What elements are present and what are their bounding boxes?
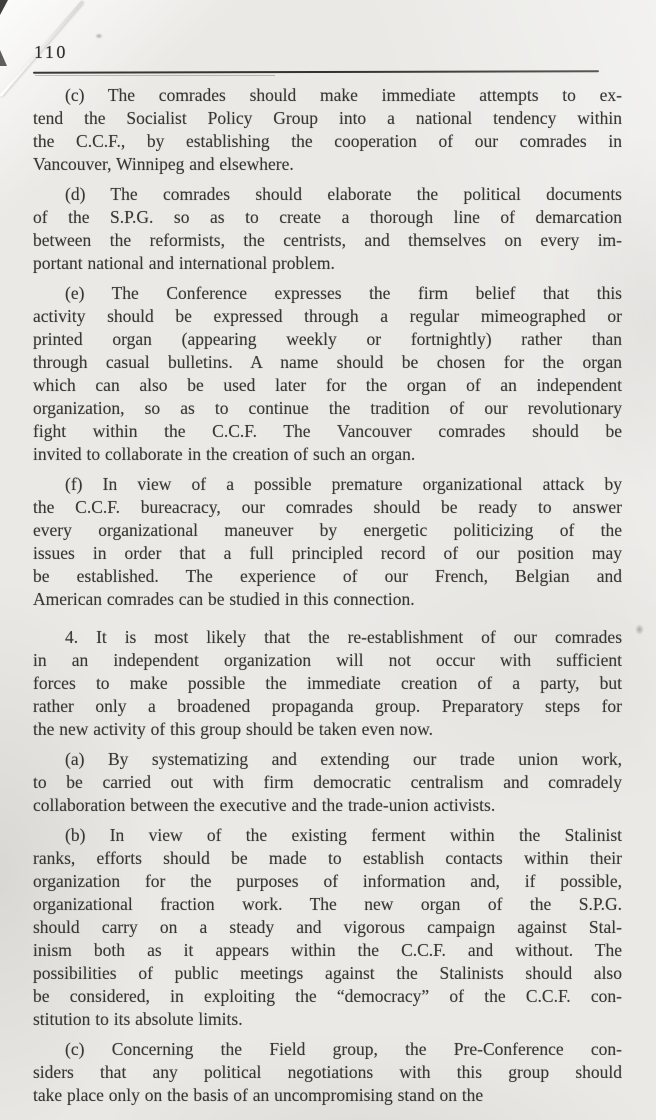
scan-edge-mark — [0, 50, 7, 66]
text-line: activity should be expressed through a regular mimeographed or — [33, 306, 622, 326]
text-line: inism both as it appears within the C.C.F. and without. The — [33, 940, 622, 960]
text-line: issues in order that a full principled record of our position may — [33, 543, 622, 563]
text-line: (a) By systematizing and extending our trade union work, — [65, 749, 622, 769]
text-line: (d) The comrades should elaborate the political documents — [65, 184, 622, 204]
text-line: (e) The Conference expresses the firm belief that this — [65, 283, 622, 303]
text-line: (b) In view of the existing ferment within the Stalinist — [65, 825, 622, 845]
text-line: (c) The comrades should make immediate attempts to ex- — [65, 85, 622, 105]
text-line: (c) Concerning the Field group, the Pre-Conference con- — [65, 1039, 622, 1059]
margin-smudge — [635, 624, 644, 635]
text-line: collaboration between the executive and the trade-union activists. — [33, 795, 496, 815]
text-line: (f) In view of a possible premature organizational attack by — [65, 474, 622, 494]
paragraph-f — [33, 473, 622, 611]
paragraph-item4 — [33, 626, 622, 741]
text-line: should carry on a steady and vigorous campaign against Stal- — [33, 917, 622, 937]
text-line: tend the Socialist Policy Group into a national tendency within — [33, 108, 622, 128]
text-line: siders that any political negotiations with this group should — [33, 1062, 622, 1082]
text-line: the C.C.F., by establishing the cooperation of our comrades in — [33, 131, 622, 151]
text-line: organization, so as to continue the tradition of our revolutionary — [33, 398, 622, 418]
text-line: American comrades can be studied in this connection. — [33, 589, 415, 609]
paragraph-a — [33, 748, 622, 817]
page-text — [33, 84, 622, 1107]
scan-corner-mark — [0, 0, 8, 15]
text-line: invited to collaborate in the creation of such an organ. — [33, 444, 416, 464]
text-line: in an independent organization will not occur with sufficient — [33, 650, 622, 670]
text-line: rather only a broadened propaganda group. Preparatory steps for — [33, 696, 622, 716]
paragraph-e — [33, 282, 622, 466]
text-line: be considered, in exploiting the “democracy” of the C.C.F. con- — [33, 986, 622, 1006]
paragraph-b — [33, 824, 622, 1031]
text-line: organization for the purposes of information and, if possible, — [33, 871, 622, 891]
text-line: be established. The experience of our French, Belgian and — [33, 566, 622, 586]
header-rule — [33, 70, 599, 73]
header-rule-echo — [35, 75, 275, 76]
paragraph-c2 — [33, 1038, 622, 1107]
text-line: fight within the C.C.F. The Vancouver comrades should be — [33, 421, 622, 441]
ink-smudge — [95, 33, 103, 39]
text-line: organizational fraction work. The new organ of the S.P.G. — [33, 894, 622, 914]
text-line: to be carried out with firm democratic centralism and comradely — [33, 772, 622, 792]
text-line: between the reformists, the centrists, and themselves on every im- — [33, 230, 622, 250]
text-line: take place only on the basis of an uncompromising stand on the — [33, 1085, 484, 1105]
page-number: 110 — [34, 42, 68, 62]
text-line: of the S.P.G. so as to create a thorough line of demarcation — [33, 207, 622, 227]
text-line: possibilities of public meetings against the Stalinists should also — [33, 963, 622, 983]
text-line: every organizational maneuver by energetic politicizing of the — [33, 520, 622, 540]
text-line: which can also be used later for the organ of an independent — [33, 375, 622, 395]
text-line: 4. It is most likely that the re-establishment of our comrades — [65, 627, 622, 647]
text-line: portant national and international problem. — [33, 253, 335, 273]
text-line: the new activity of this group should be taken even now. — [33, 719, 433, 739]
text-line: through casual bulletins. A name should be chosen for the organ — [33, 352, 622, 372]
text-line: forces to make possible the immediate creation of a party, but — [33, 673, 622, 693]
paragraph-c1 — [33, 84, 622, 176]
text-line: Vancouver, Winnipeg and elsewhere. — [33, 154, 294, 174]
paragraph-d — [33, 183, 622, 275]
text-line: the C.C.F. bureacracy, our comrades should be ready to answer — [33, 497, 622, 517]
text-line: ranks, efforts should be made to establish contacts within their — [33, 848, 622, 868]
text-line: stitution to its absolute limits. — [33, 1009, 243, 1029]
text-line: printed organ (appearing weekly or fortnightly) rather than — [33, 329, 622, 349]
